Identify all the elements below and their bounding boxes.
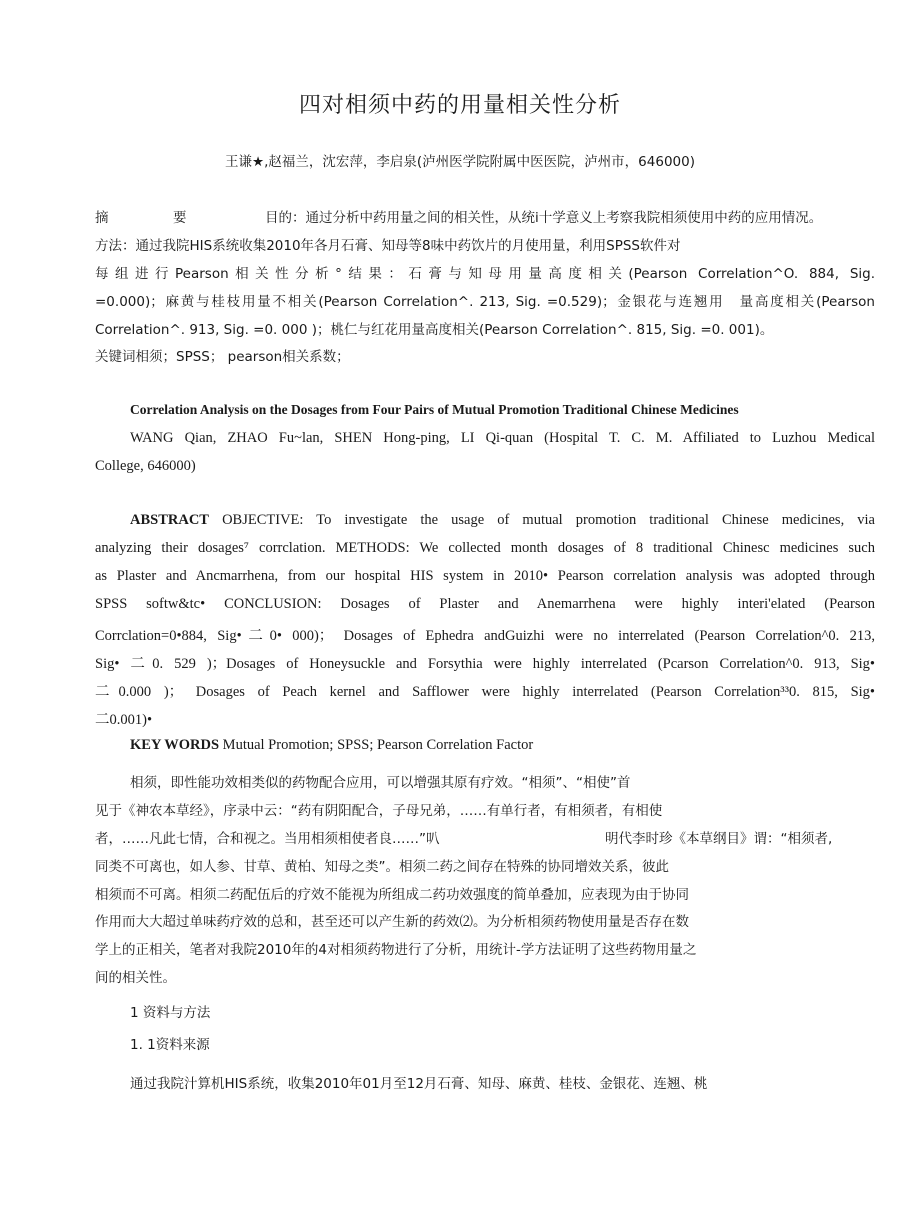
- en-abstract-line-2: analyzing their dosages⁷ corrclation. METHODS: We collected month dosages of 8 traditional Chinesc medicines such: [95, 540, 875, 556]
- body-line-5: 相须而不可离。相须二药配伍后的疗效不能视为所组成二药功效强度的简单叠加，应表现为由于协同: [95, 887, 689, 903]
- cn-abstract-line-4: =0.000)；麻黄与桂枝用量不相关(Pearson Correlation^. 213, Sig. =0.529)；金银花与连翘用 量高度相关(Pearson: [95, 294, 875, 310]
- en-abstract-line-5: Corrclation=0•884, Sig•二0• 000)； Dosages of Ephedra andGuizhi were no interrelated (Pearson Correlation^0. 213,: [95, 628, 875, 644]
- en-abstract-line-3: as Plaster and Ancmarrhena, from our hospital HIS system in 2010• Pearson correlation analysis was adopted through: [95, 568, 875, 584]
- en-authors-line-1: WANG Qian, ZHAO Fu~lan, SHEN Hong-ping, LI Qi-quan (Hospital T. C. M. Affiliated to Luzhou Medical: [130, 430, 875, 446]
- body-line-8: 间的相关性。: [95, 970, 176, 986]
- page-title: 四对相须中药的用量相关性分析: [298, 93, 621, 118]
- en-abstract-label: ABSTRACT: [130, 512, 209, 528]
- en-abstract-line-6: Sig• 二0. 529 )；Dosages of Honeysuckle and Forsythia were highly interrelated (Pcarson Correlation^0. 913, Sig•: [95, 656, 875, 672]
- author-line: 王谦★,赵福兰，沈宏萍，李启泉(泸州医学院附属中医医院，泸州市，646000): [225, 154, 695, 170]
- body-line-3b: 明代李时珍《本草纲目》谓：“相须者,: [605, 831, 833, 847]
- en-abstract-line-4: SPSS softw&tc• CONCLUSION: Dosages of Plaster and Anemarrhena were highly interi'elated (Pearson: [95, 596, 875, 612]
- cn-abstract-line-1: 摘 要 目的：通过分析中药用量之间的相关性，从统i十学意义上考察我院相须使用中药的应用情况。: [95, 206, 822, 226]
- en-keywords-label: KEY WORDS: [130, 737, 220, 753]
- cn-abstract-line-5: Correlation^. 913, Sig. =0. 000 )；桃仁与红花用量高度相关(Pearson Correlation^. 815, Sig. =0. 001)。: [95, 322, 774, 338]
- body-line-4: 同类不可离也，如人参、甘草、黄柏、知母之类”。相须二药之间存在特殊的协同增效关系，彼此: [95, 859, 669, 875]
- body-line-2: 见于《神农本草经》，序录中云：“药有阴阳配合，子母兄弟，……有单行者，有相须者，有相使: [95, 803, 663, 819]
- body-line-9: 通过我院汁算机HIS系统，收集2010年01月至12月石膏、知母、麻黄、桂枝、金银花、连翘、桃: [130, 1076, 708, 1092]
- en-keywords: KEY WORDS Mutual Promotion; SPSS; Pearson Correlation Factor: [130, 737, 534, 753]
- cn-keywords: 关键词相须；SPSS； pearson相关系数；: [95, 349, 350, 365]
- en-authors-line-2: College, 646000): [95, 458, 196, 474]
- body-line-1: 相须，即性能功效相类似的药物配合应用，可以增强其原有疗效。“相须”、“相使”首: [130, 775, 631, 791]
- cn-abstract-line-2: 方法：通过我院HIS系统收集2010年各月石膏、知母等8味中药饮片的月使用量，利用SPSS软件对: [95, 238, 681, 254]
- section-heading-1: 1 资料与方法: [130, 1005, 211, 1021]
- cn-abstract-line-3: 每组进行Pearson相关性分析°结果：石膏与知母用量高度相关(Pearson Correlation^O. 884, Sig.: [95, 266, 875, 282]
- body-line-6: 作用而大大超过单味药疗效的总和，甚至还可以产生新的药效⑵。为分析相须药物使用量是否存在数: [95, 914, 689, 930]
- section-heading-1-1: 1. 1资料来源: [130, 1037, 210, 1053]
- en-abstract-line-1: ABSTRACT OBJECTIVE: To investigate the usage of mutual promotion traditional Chinese medicines, via: [130, 512, 875, 528]
- cn-abstract-label: 摘 要: [95, 210, 187, 226]
- en-abstract-line-7: 二0.000 )； Dosages of Peach kernel and Safflower were highly interrelated (Pearson Correlation³³0. 815, Sig•: [95, 684, 875, 700]
- body-line-7: 学上的正相关，笔者对我院2010年的4对相须药物进行了分析，用统计-学方法证明了这些药物用量之: [95, 942, 697, 958]
- body-line-3a: 者，……凡此七情，合和视之。当用相须相使者良……”叭: [95, 831, 440, 847]
- en-title: Correlation Analysis on the Dosages from Four Pairs of Mutual Promotion Traditional Chinese Medicines: [130, 402, 739, 417]
- en-abstract-line-8: 二0.001)•: [95, 712, 153, 728]
